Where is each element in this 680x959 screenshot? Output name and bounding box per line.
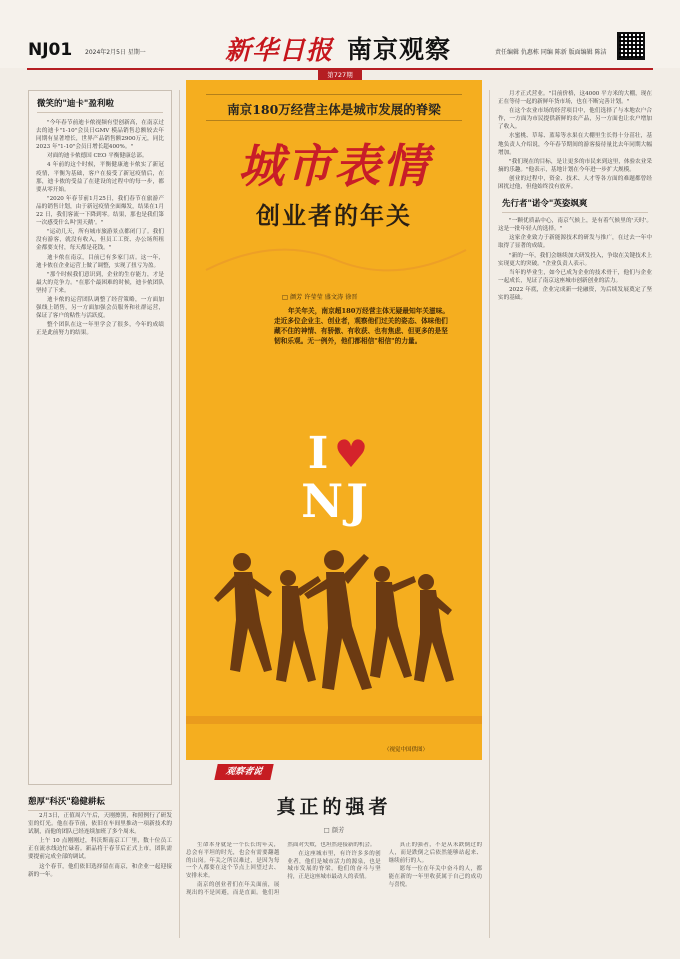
paragraph: 2022 年底，企业完成新一轮融资，为后续发展奠定了坚实的基础。 bbox=[498, 286, 652, 301]
edition-number: NJ01 bbox=[28, 40, 73, 60]
left-bottom-heading: 憩厚"科沃"稳健耕耘 bbox=[28, 795, 172, 811]
paragraph: "今年春节前迪卡侬视频有望创新高，在南京过去的迪卡"1-10"会员日GMV 模品销售总额较去年同期有显著增长，世界产品销售额2900万元，同比2023 年"1-10"会员日增长超400%。" bbox=[36, 120, 164, 151]
right-column bbox=[496, 90, 654, 938]
editor-credits: 责任编辑 仇惠栋 同编 陈新 版面编辑 陈洁 bbox=[495, 49, 607, 56]
photo-credit: （视觉中国供图） bbox=[384, 747, 429, 753]
column-tag: 观察者说 bbox=[214, 764, 273, 780]
left-article-body bbox=[29, 119, 171, 337]
paragraph: 迪卡侬在南京，目前已有多家门店。这一年，迪卡侬在企业运营上做了调整，实现了扭亏为盈。 bbox=[36, 254, 164, 269]
paragraph: 迪卡侬的运营团队调整了经营策略，一方面加强线上销售，另一方面加强会员服务和社群运营，保证了客户的粘性与活跃度。 bbox=[36, 296, 164, 320]
paragraph: 整个团队在这一年里学会了很多，今年的成绩正是此前努力的结果。 bbox=[36, 322, 164, 337]
runners-illustration bbox=[186, 520, 482, 740]
issue-date: 2024年2月5日 星期一 bbox=[85, 49, 146, 56]
paragraph: 水蜜桃、草莓、蓝莓等水果在大棚里生长得十分茁壮，基地负责人介绍说，今年春节期间的游客接待量比去年同期大幅增加。 bbox=[498, 133, 652, 156]
newspaper-logo bbox=[225, 30, 465, 68]
i-letter: I bbox=[307, 428, 329, 479]
poster-lede: 年关年关，南京超180万经营主体无疑最知年关滋味。走近多位企业主、创业者，观察他们过关的姿态、体味他们藏不住的神情、有骄傲、有收获、也有焦虑、但更多的是坚韧和乐观。无一例外，他们都相信"相信"的力量。 bbox=[274, 307, 450, 345]
paragraph: 月才正式营业。"目前价格，这4000 平方米的大棚，现在正在等待一起的新鲜年货市场，也在不断完善计划。" bbox=[498, 91, 652, 106]
paragraph: "我们现在的目标，是让更多的市民来到这里，体验农业采摘的乐趣。"他表示，基地计划在今年进一步扩大规模。 bbox=[498, 158, 652, 173]
paragraph: 真正的强者，不是从未跌倒过的人，而是跌倒之后依然能够站起来、继续前行的人。 bbox=[388, 842, 482, 864]
paragraph: 上午 10 点刚刚过，科沃斯南京工厂里，数十位员工正在流水线边忙碌着。新品将于春节后正式上市，团队需要提前完成全部的调试。 bbox=[28, 838, 172, 861]
right-subsection-body bbox=[496, 217, 654, 302]
paragraph: 当年的毕业生，如今已成为企业的技术骨干，他们与企业一起成长，见证了南京这座城市创新创业的活力。 bbox=[498, 269, 652, 284]
section-name: 南京观察 bbox=[347, 35, 452, 64]
issue-number-tab: 第727期 bbox=[318, 70, 362, 81]
paragraph: 对面的迪卡侬德国 CEO 平衡健康总部。 bbox=[47, 153, 148, 160]
paragraph: "运动几天，所有城市旅游景点都闭门了。我们没有游客，就没有收入，但员工工资、办公场所租金都要支付，每天都是花钱。" bbox=[36, 229, 164, 252]
poster-main-title: 创业者的年关 bbox=[256, 202, 412, 230]
poster-rule-top bbox=[206, 94, 462, 95]
paragraph: "那个时候我们意识到，企业的生存能力，才是最大的竞争力。"在那个最困难的时候，迪卡侬团队坚持了下来。 bbox=[36, 271, 164, 294]
column-byline: □ 颜芳 bbox=[323, 826, 345, 834]
paragraph: 生命本身就是一个长长的年关，总会有平坦的时光，也会有需要翻越的山岗。年关之所以难过，是因为每一个人都要在这个节点上回望过去、安排未来。 bbox=[186, 842, 280, 880]
left-bottom-body bbox=[28, 812, 172, 938]
feature-poster bbox=[186, 80, 482, 760]
paragraph: 这家企业致力于新能源技术的研发与推广，在过去一年中取得了显著的成绩。 bbox=[498, 235, 652, 250]
poster-rule-bottom bbox=[206, 120, 462, 121]
poster-headline: 南京180万经营主体是城市发展的脊梁 bbox=[227, 102, 441, 117]
poster-calligraphy-title: 城市表情 bbox=[238, 139, 430, 193]
paragraph: "一颗优质晶中心，南京气候上，是有着气候里的'天时'。这是一批年轻人的选择。" bbox=[498, 218, 652, 233]
masthead bbox=[0, 0, 680, 68]
right-article-body bbox=[496, 90, 654, 191]
right-subheading: 先行者"诺令"英姿飒爽 bbox=[502, 197, 648, 213]
left-article-box bbox=[28, 90, 172, 785]
paragraph: 2月3日，正值周六午后，天刚擦黑，和照例行了研发室的灯光。他在春节前，依旧在车间里推动一项新技术的试制，而他的团队已经连续加班了多个周末。 bbox=[28, 813, 172, 836]
paragraph: "新的一年，我们会继续加大研发投入，争取在关键技术上实现更大的突破。"企业负责人表示。 bbox=[498, 252, 652, 267]
paragraph: 4 年前的这个时候，平衡健康迪卡侬实了新冠疫情，平衡为基础，客户在接受了新冠疫情后，在那，迪卡侬的受益了在建设的过程中的每一步，都要从零开始。 bbox=[36, 162, 164, 193]
nj-letters: NJ bbox=[301, 474, 371, 528]
qr-code-icon bbox=[617, 32, 645, 60]
poster-byline: □ 颜芳 许莹莹 盛文涛 徐晋 bbox=[282, 294, 358, 301]
paragraph: 在这个农业市场的经营项目中，他们选择了与本地农户合作，一方面为市民提供新鲜的农产品，另一方面也让农户增加了收入。 bbox=[498, 108, 652, 131]
paragraph: 这个春节，他们依旧选择留在南京，和企业一起迎接新的一年。 bbox=[28, 863, 172, 878]
column-divider bbox=[179, 90, 180, 938]
paragraph: "2020 年春节前1月25日，我们春节在旅游产品的销售计划，由于新冠疫情全面爆发，结果在1月22 日，我们客流一下降到零。结果，那也是我们第一次感受什么叫'黑天鹅'。" bbox=[36, 195, 164, 227]
paragraph: 创业的过程中，资金、技术、人才等各方面的难题都曾经困扰过他，但他始终没有放弃。 bbox=[498, 175, 652, 191]
left-article-heading: 微笑的"迪卡"盈利啦 bbox=[37, 97, 163, 113]
column-title: 真正的强者 bbox=[276, 796, 392, 818]
column-divider bbox=[489, 90, 490, 938]
logo-calligraphy: 新华日报 bbox=[225, 36, 334, 66]
paragraph: 在这座城市里，有许许多多的创业者，他们是城市活力的源泉，也是城市发展的脊梁。他们的奋斗与坚持，正是这座城市最动人的表情。 bbox=[287, 850, 381, 881]
paragraph: 愿每一位在年关中奋斗的人，都能在新的一年里收获属于自己的成功与喜悦。 bbox=[388, 866, 482, 888]
paragraph: 南京的创业者们在年关面前，展现出的不是回避，而是直面。他们坦然面对失败，也坦然迎接新的机会。 bbox=[186, 842, 376, 896]
heart-icon: ♥ bbox=[334, 432, 369, 476]
column-body bbox=[186, 842, 482, 936]
decoration-lines bbox=[186, 230, 482, 290]
